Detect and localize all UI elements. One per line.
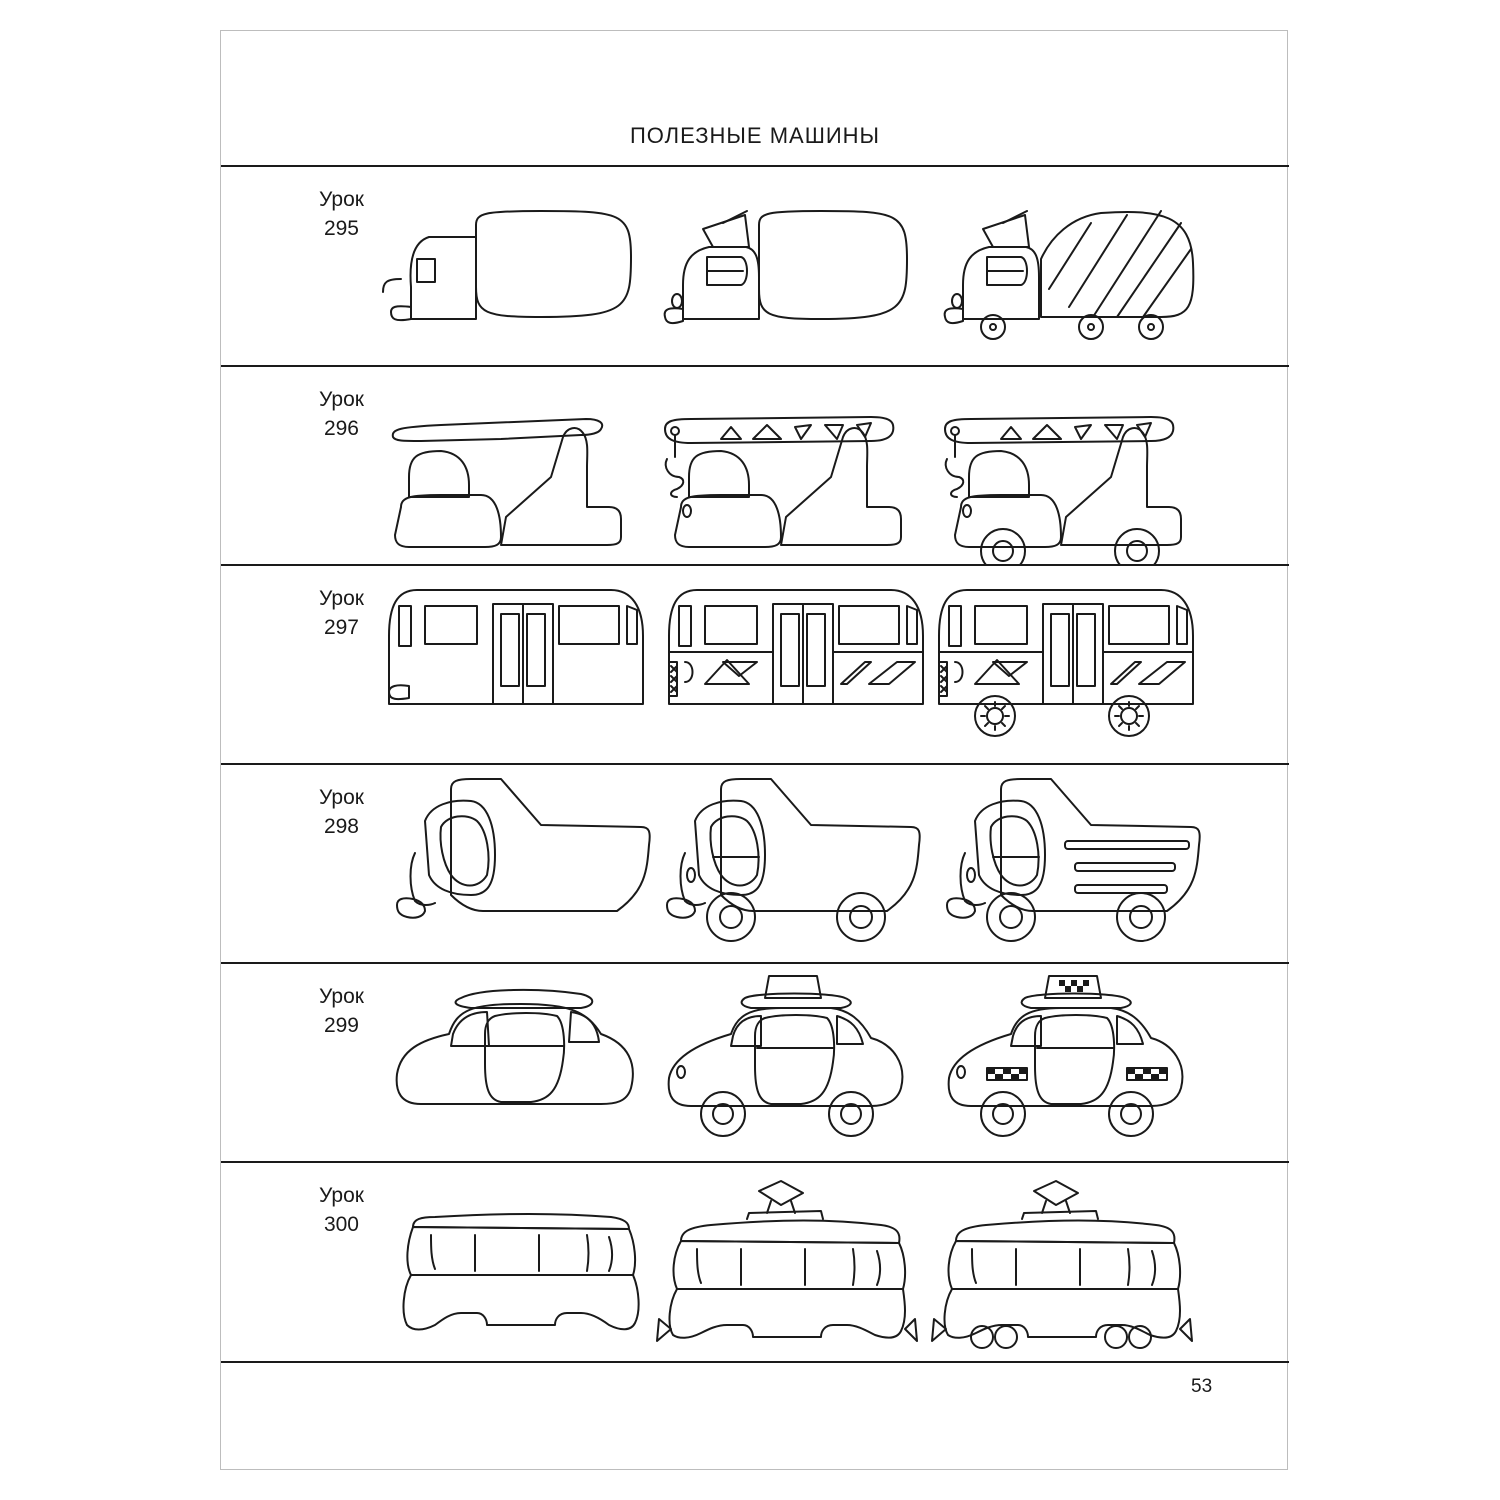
crane-step-3-drawing	[941, 367, 1201, 565]
drawing-step-1	[391, 964, 651, 1162]
workbook-page	[220, 30, 1288, 1470]
drawing-step-2	[661, 167, 921, 365]
tram-step-3-drawing	[926, 1163, 1196, 1361]
lesson-word: Урок	[319, 1184, 364, 1207]
lesson-number: 298	[323, 815, 359, 838]
lesson-label	[319, 584, 364, 642]
lesson-row-299	[221, 964, 1289, 1162]
dump-truck-step-2-drawing	[661, 765, 921, 963]
lesson-number: 299	[323, 1014, 359, 1037]
tram-step-1-drawing	[391, 1163, 651, 1361]
page-title: ПОЛЕЗНЫЕ МАШИНЫ	[629, 123, 881, 148]
taxi-checker-sign-icon	[1059, 980, 1089, 992]
drawing-step-3	[941, 167, 1201, 365]
drawing-step-3	[941, 367, 1201, 565]
taxi-step-1-drawing	[391, 964, 651, 1162]
drawing-step-2	[661, 964, 921, 1162]
drawing-step-2	[661, 765, 921, 963]
lesson-row-297	[221, 566, 1289, 764]
lesson-row-300	[221, 1163, 1289, 1361]
drawing-step-1	[381, 566, 651, 764]
crane-step-2-drawing	[661, 367, 921, 565]
lesson-word: Урок	[319, 388, 364, 411]
cement-mixer-step-2-drawing	[661, 167, 921, 365]
lesson-row-298	[221, 765, 1289, 963]
drawing-step-3	[941, 964, 1201, 1162]
lesson-number: 297	[323, 616, 359, 639]
bus-step-2-drawing	[661, 566, 931, 764]
dump-truck-step-1-drawing	[391, 765, 651, 963]
cement-mixer-step-1-drawing	[381, 167, 641, 365]
bus-step-1-drawing	[381, 566, 651, 764]
crane-step-1-drawing	[381, 367, 641, 565]
lesson-label	[319, 385, 364, 443]
lesson-word: Урок	[319, 786, 364, 809]
lesson-label	[319, 185, 364, 243]
taxi-checker-stripe-icon	[1127, 1068, 1167, 1080]
drawing-step-2	[661, 367, 921, 565]
lesson-word: Урок	[319, 188, 364, 211]
lesson-word: Урок	[319, 985, 364, 1008]
lesson-label	[319, 1181, 364, 1239]
dump-truck-step-3-drawing	[941, 765, 1201, 963]
tram-step-2-drawing	[651, 1163, 921, 1361]
cement-mixer-step-3-drawing	[941, 167, 1201, 365]
lesson-row-296	[221, 367, 1289, 565]
drawing-step-3	[926, 1163, 1196, 1361]
lesson-number: 296	[323, 417, 359, 440]
lesson-word: Урок	[319, 587, 364, 610]
drawing-step-2	[651, 1163, 921, 1361]
drawing-step-1	[381, 367, 641, 565]
drawing-step-1	[381, 167, 641, 365]
drawing-step-1	[391, 1163, 651, 1361]
row-divider	[221, 1361, 1289, 1363]
drawing-step-3	[931, 566, 1201, 764]
bus-step-3-drawing	[931, 566, 1201, 764]
lesson-label	[319, 783, 364, 841]
drawing-step-3	[941, 765, 1201, 963]
page-number: 53	[1191, 1376, 1213, 1397]
drawing-step-1	[391, 765, 651, 963]
drawing-step-2	[661, 566, 931, 764]
lesson-label	[319, 982, 364, 1040]
lesson-number: 300	[323, 1213, 359, 1236]
taxi-checker-stripe-icon	[987, 1068, 1027, 1080]
lesson-number: 295	[323, 217, 359, 240]
taxi-step-3-drawing	[941, 964, 1201, 1162]
taxi-step-2-drawing	[661, 964, 921, 1162]
lesson-row-295	[221, 167, 1289, 365]
